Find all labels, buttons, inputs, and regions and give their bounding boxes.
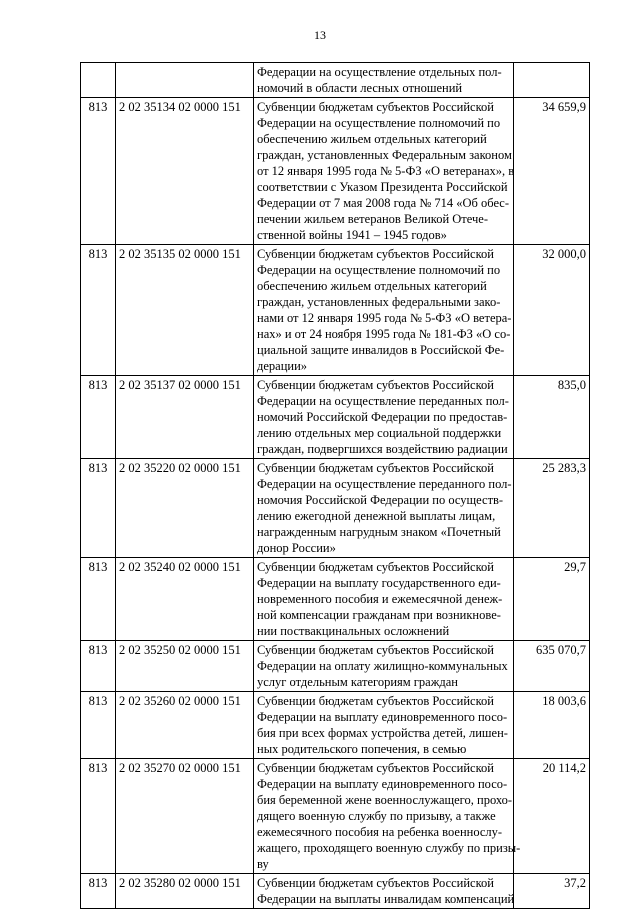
amount-cell: 34 659,9 [514,98,590,245]
table-row [81,558,590,641]
revenue-name-cell [254,759,521,874]
revenue-name-cell [254,63,514,98]
budget-code-cell: 2 02 35135 02 0000 151 [116,245,254,376]
budget-code-cell: 2 02 35280 02 0000 151 [116,874,254,909]
table-row [81,245,590,376]
amount-cell: 835,0 [514,376,590,459]
revenue-name-cell [254,874,514,909]
admin-code-cell: 813 [81,245,116,376]
name-line: печении жильем ветеранов Великой Отече- [257,212,488,226]
name-line: граждан, подвергшихся воздействию радиации [257,442,508,456]
name-line: бия при всех формах устройства детей, лишен- [257,726,508,740]
name-line: бия беременной жене военнослужащего, прохо- [257,793,513,807]
name-line: дящего военную службу по призыву, а также [257,809,496,823]
table-row [81,459,590,558]
revenue-name-cell [254,641,514,692]
name-line: граждан, установленных федеральными зако- [257,295,501,309]
admin-code-cell: 813 [81,558,116,641]
table-row [81,641,590,692]
name-line: новременного пособия и ежемесячной денеж- [257,592,503,606]
name-line: ву [257,857,269,871]
name-line: граждан, установленных Федеральным законом [257,148,512,162]
name-line: нах» и от 24 ноября 1995 года № 181-ФЗ «О со- [257,327,511,341]
name-line: жащего, проходящего военную службу по призы- [257,841,521,855]
name-line: Субвенции бюджетам субъектов Российской [257,461,494,475]
name-line: нами от 12 января 1995 года № 5-ФЗ «О ветера- [257,311,512,325]
admin-code-cell: 813 [81,874,116,909]
name-line: обеспечению жильем отдельных категорий [257,279,487,293]
amount-cell: 25 283,3 [514,459,590,558]
name-line: ственной войны 1941 – 1945 годов» [257,228,447,242]
page-number: 13 [314,28,326,42]
name-line: Субвенции бюджетам субъектов Российской [257,560,494,574]
amount-cell: 18 003,6 [514,692,590,759]
name-line: ежемесячного пособия на ребенка военнослу- [257,825,503,839]
name-line: Федерации на выплату единовременного посо- [257,777,508,791]
table-row [81,376,590,459]
amount-cell [514,63,590,98]
revenue-name-cell [254,245,514,376]
admin-code-cell: 813 [81,692,116,759]
name-line: Субвенции бюджетам субъектов Российской [257,761,494,775]
name-line: Субвенции бюджетам субъектов Российской [257,100,494,114]
name-line: услуг отдельным категориям граждан [257,675,458,689]
table-row [81,98,590,245]
table-row [81,874,590,909]
name-line: нии поствакцинальных осложнений [257,624,450,638]
table-row [81,759,590,874]
budget-code-cell: 2 02 35137 02 0000 151 [116,376,254,459]
amount-cell: 635 070,7 [514,641,590,692]
admin-code-cell: 813 [81,759,116,874]
name-line: номочий в области лесных отношений [257,81,463,95]
admin-code-cell: 813 [81,459,116,558]
name-line: Субвенции бюджетам субъектов Российской [257,247,494,261]
amount-cell: 29,7 [514,558,590,641]
name-line: Федерации на выплату государственного еди- [257,576,501,590]
name-line: Субвенции бюджетам субъектов Российской [257,876,494,890]
table-body [81,63,590,909]
budget-code-cell: 2 02 35134 02 0000 151 [116,98,254,245]
budget-code-cell [116,63,254,98]
name-line: Федерации на выплату единовременного посо- [257,710,508,724]
name-line: Федерации на выплаты инвалидам компенсаций [257,892,515,906]
revenue-name-cell [254,558,514,641]
name-line: Федерации на осуществление переданного пол- [257,477,512,491]
name-line: награжденным нагрудным знаком «Почетный [257,525,501,539]
name-line: ных родительского попечения, в семью [257,742,467,756]
budget-code-cell: 2 02 35260 02 0000 151 [116,692,254,759]
admin-code-cell: 813 [81,641,116,692]
name-line: Федерации на оплату жилищно-коммунальных [257,659,508,673]
admin-code-cell: 813 [81,98,116,245]
name-line: циальной защите инвалидов в Российской Фе- [257,343,505,357]
name-line: номочий Российской Федерации по предостав- [257,410,508,424]
name-line: Федерации на осуществление отдельных пол- [257,65,502,79]
budget-code-cell: 2 02 35270 02 0000 151 [116,759,254,874]
name-line: Субвенции бюджетам субъектов Российской [257,694,494,708]
name-line: дерации» [257,359,308,373]
budget-code-cell: 2 02 35220 02 0000 151 [116,459,254,558]
revenue-name-cell [254,459,514,558]
name-line: Федерации от 7 мая 2008 года № 714 «Об обес- [257,196,510,210]
budget-revenue-table [80,62,590,909]
name-line: от 12 января 1995 года № 5-ФЗ «О ветеранах», в [257,164,515,178]
table-row [81,63,590,98]
revenue-name-cell [254,376,514,459]
amount-cell: 37,2 [514,874,590,909]
name-line: лению отдельных мер социальной поддержки [257,426,502,440]
revenue-name-cell [254,692,514,759]
admin-code-cell: 813 [81,376,116,459]
name-line: ной компенсации гражданам при возникнове- [257,608,501,622]
name-line: Федерации на осуществление полномочий по [257,116,501,130]
name-line: Федерации на осуществление полномочий по [257,263,501,277]
name-line: донор России» [257,541,336,555]
amount-cell: 20 114,2 [514,759,590,874]
table-row [81,692,590,759]
name-line: Субвенции бюджетам субъектов Российской [257,378,494,392]
name-line: лению ежегодной денежной выплаты лицам, [257,509,496,523]
name-line: Субвенции бюджетам субъектов Российской [257,643,494,657]
revenue-name-cell [254,98,514,245]
admin-code-cell [81,63,116,98]
budget-code-cell: 2 02 35240 02 0000 151 [116,558,254,641]
name-line: номочия Российской Федерации по осуществ- [257,493,504,507]
name-line: обеспечению жильем отдельных категорий [257,132,487,146]
amount-cell: 32 000,0 [514,245,590,376]
name-line: соответствии с Указом Президента Российской [257,180,508,194]
name-line: Федерации на осуществление переданных пол- [257,394,509,408]
budget-code-cell: 2 02 35250 02 0000 151 [116,641,254,692]
